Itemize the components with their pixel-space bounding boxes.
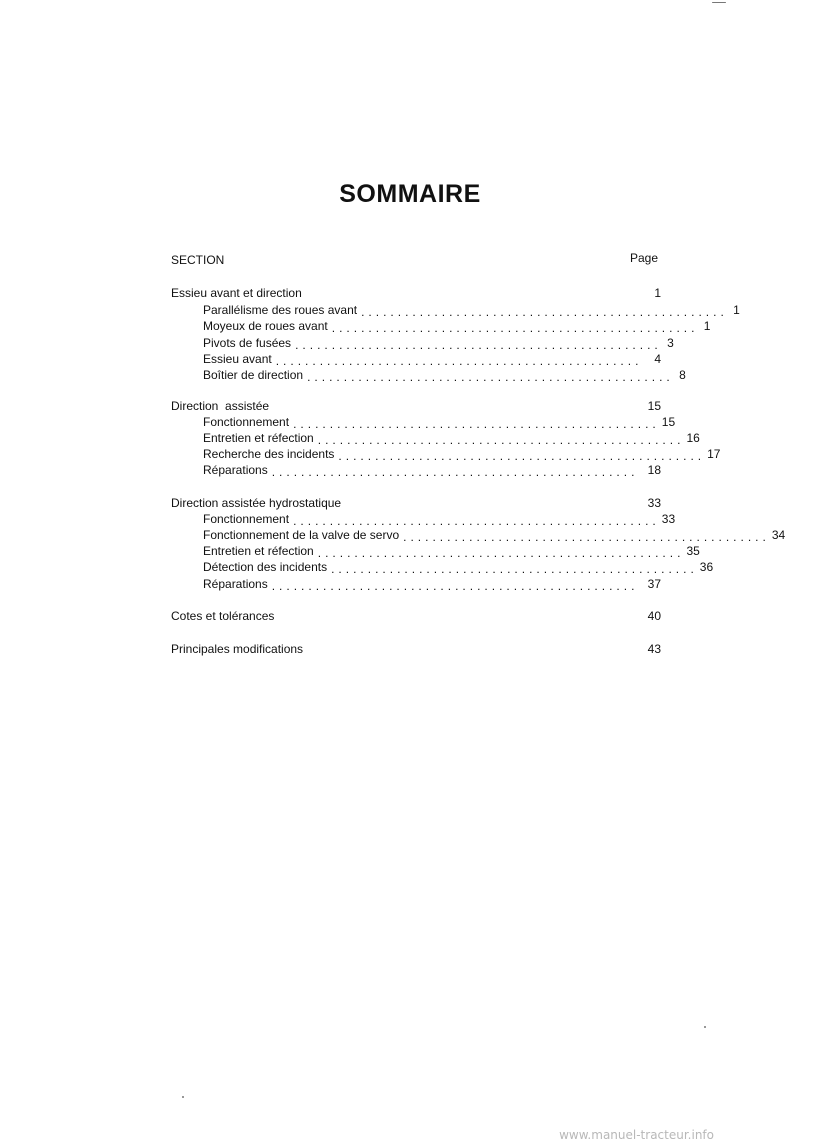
toc-entry-label: Réparations [203,577,268,591]
watermark: www.manuel-tracteur.info [559,1128,714,1142]
toc-entry-page: 33 [647,496,661,510]
toc-entry-page: 33 [661,512,676,526]
toc-entry [203,543,700,560]
toc-entry [203,351,661,367]
leader-dots: .................................................. [293,417,660,431]
toc-entry [203,462,661,478]
leader-dots: .................................................. [271,579,639,593]
leader-dots: .................................................. [307,370,674,384]
toc-entry-label: Essieu avant [203,352,272,366]
toc-entry [203,576,661,592]
toc-entry [203,302,740,319]
toc-entry-label: Parallélisme des roues avant [203,303,358,317]
toc-entry-label: Entretien et réfection [203,431,314,445]
toc-entry-label: Boîtier de direction [203,368,304,382]
toc-entry-label: Entretien et réfection [203,544,314,558]
toc-section-heading [171,641,661,657]
toc-entry-page: 1 [654,286,661,300]
toc-entry-label: Essieu avant et direction [171,286,302,300]
toc-entry-page: 8 [679,368,686,382]
toc-entry [203,414,676,431]
toc-entry-page: 4 [654,352,661,366]
toc-entry-page: 43 [647,642,661,656]
toc-entry [203,511,676,528]
toc-entry-page: 35 [686,544,700,558]
toc-entry-label: Fonctionnement de la valve de servo [203,528,400,542]
page-column-header: Page [629,251,658,265]
toc-entry-label: Détection des incidents [203,560,328,574]
toc-entry-label: Pivots de fusées [203,336,292,350]
toc-section-heading [171,608,661,624]
leader-dots: .................................................. [338,449,706,463]
toc-entry-label: Direction assistée hydrostatique [171,496,342,510]
toc-entry-page: 1 [733,303,740,317]
toc-entry [203,527,786,544]
scan-speck [704,1026,706,1028]
toc-entry-page: 15 [661,415,676,429]
toc-entry-page: 36 [699,560,714,574]
toc-section-heading [171,285,661,301]
toc-entry-label: Recherche des incidents [203,447,335,461]
leader-dots: .................................................. [271,465,639,479]
toc-entry-page: 1 [703,319,711,333]
scan-speck [712,2,726,3]
toc-entry-page: 16 [686,431,700,445]
toc-entry-label: Principales modifications [171,642,304,656]
toc-entry-page: 17 [707,447,721,461]
toc-entry-page: 37 [647,577,661,591]
leader-dots: .................................................. [403,530,770,544]
scan-speck [182,1096,184,1098]
leader-dots: .................................................. [275,354,643,368]
toc-entry-page: 3 [667,336,674,350]
toc-entry [203,318,711,335]
toc-entry-label: Cotes et tolérances [171,609,275,623]
section-column-header: SECTION [171,253,225,267]
toc-entry [203,367,686,384]
leader-dots: .................................................. [331,562,698,576]
toc-entry [203,446,721,463]
toc-entry-page: 40 [647,609,661,623]
toc-entry [203,430,700,447]
toc-section-heading [171,398,661,414]
toc-entry-label: Direction assistée [171,399,270,413]
toc-entry-label: Moyeux de roues avant [203,319,328,333]
leader-dots: .................................................. [293,514,660,528]
leader-dots: .................................................. [317,546,685,560]
toc-entry-page: 34 [771,528,786,542]
leader-dots: .................................................. [361,305,728,319]
leader-dots: .................................................. [331,321,699,335]
toc-entry-page: 18 [647,463,661,477]
toc-entry-label: Fonctionnement [203,415,290,429]
toc-entry [203,335,674,352]
leader-dots: .................................................. [295,338,662,352]
toc-section-heading [171,495,661,511]
toc-entry-label: Réparations [203,463,268,477]
leader-dots: .................................................. [317,433,685,447]
page-title: SOMMAIRE [339,180,481,208]
toc-entry [203,559,714,576]
toc-entry-page: 15 [647,399,661,413]
toc-entry-label: Fonctionnement [203,512,290,526]
